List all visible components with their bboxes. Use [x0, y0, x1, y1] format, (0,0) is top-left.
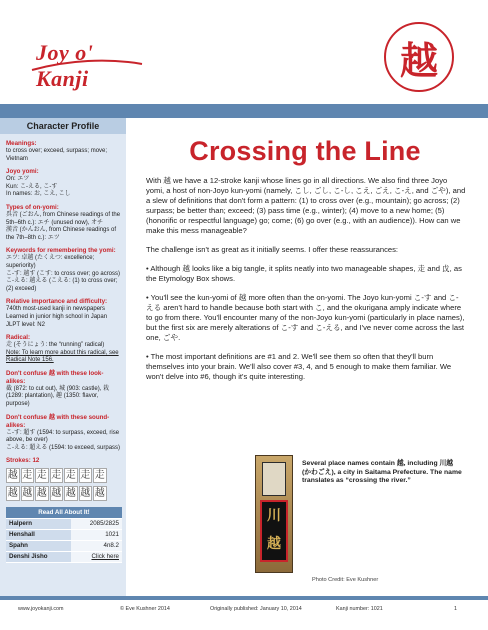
- sound-alike-1: こ-す: 超す (1594: to surpass, exceed, rise above, be over): [6, 429, 120, 444]
- footer-copyright: © Eve Kushner 2014: [120, 606, 170, 612]
- logo-swoosh-icon: [28, 56, 146, 76]
- stroke-step: 越: [65, 488, 76, 500]
- stroke-step: 走: [65, 470, 76, 482]
- paragraph: With 越 we have a 12-stroke kanji whose lines go in all directions. We also find three Joyo yomi, a host of non-Joyo kun-yomi (namely, こし, ごし, こ-し, こえ, ごえ, こ-え, and ごや), and a slew of definitions that don't form a pattern: (1) to cross over (e.g., mountain); go across; (2) surpass; be better than; exceed; (3) pass time (e.g., winter); (4) move to a new home; (5) (honorific or respectful language) go; come; (6) go over (e.g., with an audience)). How can we make this mess manageable?: [146, 176, 466, 235]
- footer: [0, 596, 488, 630]
- photo-sign: [260, 500, 288, 562]
- ref-value: 1021: [71, 529, 122, 540]
- keywords-heading: Keywords for remembering the yomi:: [6, 247, 116, 255]
- table-row: [6, 540, 122, 551]
- kanji-badge: [384, 22, 454, 92]
- stroke-step: 越: [7, 488, 18, 500]
- photo-caption: Several place names contain 越, including 川越 (かわごえ), a city in Saitama Prefecture. The name translates as “crossing the river.”: [302, 460, 462, 485]
- place-name-photo: [255, 455, 293, 573]
- radical-heading: Radical:: [6, 334, 31, 342]
- header-rule: [0, 104, 488, 118]
- goon-reading: 呉音 (ごおん, from Chinese readings of the 5th–6th c.): エチ (unused now), オチ: [6, 211, 121, 226]
- stroke-step: 越: [7, 470, 18, 482]
- importance-heading: Relative importance and difficulty:: [6, 298, 108, 306]
- keyword-1: エツ: 卓越 (たくえつ: excellence; superiority): [6, 255, 95, 269]
- photo-sign-text: 川越: [267, 508, 281, 552]
- meanings-text: to cross over; exceed, surpass; move; Vietnam: [6, 148, 108, 162]
- sound-alike-2: こ-える: 超える (1594: to exceed, surpass): [6, 444, 121, 451]
- kanon-reading: 漢音 (かんおん, from Chinese readings of the 7th–8th c.): エツ: [6, 227, 117, 241]
- stroke-order-row-1: [6, 468, 122, 483]
- table-row: [6, 551, 122, 562]
- table-row: [6, 529, 122, 540]
- stroke-step: 走: [80, 470, 91, 482]
- radical-text: 走 (そうにょう: the “running” radical): [6, 342, 105, 349]
- frequency-rank: 740th most-used kanji in newspapers: [6, 306, 106, 313]
- ref-value: 2085/2825: [71, 518, 122, 529]
- footer-published: Originally published: January 10, 2014: [210, 606, 302, 612]
- on-yomi: On: エツ: [6, 176, 30, 183]
- radical-note-link[interactable]: Note: To learn more about this radical, see Radical Note 156.: [6, 349, 119, 364]
- photo-credit: Photo Credit: Eve Kushner: [312, 577, 379, 583]
- stroke-step: 越: [22, 488, 33, 500]
- kun-yomi: Kun: こ-える, こ-す: [6, 183, 58, 190]
- paragraph: • The most important definitions are #1 and 2. We'll see them so often that they'll burn themselves into your brain. We'll also cover #3, 4, and 5 enough to make them familiar. We won't delve into #6, though it's quite interesting.: [146, 352, 452, 381]
- stroke-step: 走: [51, 470, 62, 482]
- school-level: Learned in junior high school in Japan: [6, 313, 108, 320]
- stroke-step: 越: [51, 488, 62, 500]
- footer-kanji-number: Kanji number: 1021: [336, 606, 383, 612]
- stroke-step: 越: [94, 488, 105, 500]
- article-body: [146, 176, 466, 391]
- reference-table: [6, 507, 122, 563]
- read-all-heading: Read All About It!: [6, 507, 122, 518]
- paragraph: • Although 越 looks like a big tangle, it splits neatly into two manageable shapes, 走 and 戉, as the Etymology Box shows.: [146, 264, 462, 283]
- ref-name: Henshall: [6, 529, 71, 540]
- stroke-step: 走: [36, 470, 47, 482]
- jlpt-level: JLPT level: N2: [6, 321, 45, 328]
- stroke-step: 走: [94, 470, 105, 482]
- strokes-heading: Strokes: 12: [6, 457, 40, 465]
- footer-rule: [0, 596, 488, 600]
- photo-plaque: [262, 462, 286, 496]
- kanji-badge-glyph: 越: [399, 37, 438, 83]
- stroke-order-row-2: [6, 486, 122, 501]
- denshi-jisho-link[interactable]: Click here: [71, 551, 122, 562]
- ref-value: 4n8.2: [71, 540, 122, 551]
- stroke-step: 越: [80, 488, 91, 500]
- name-readings: In names: お, こえ, こし: [6, 191, 71, 198]
- ref-name: Spahn: [6, 540, 71, 551]
- logo-text: Joy o' Kanji: [36, 40, 94, 91]
- joy-o-kanji-logo: [28, 26, 148, 91]
- joyo-yomi-heading: Joyo yomi:: [6, 168, 39, 176]
- on-yomi-types-heading: Types of on-yomi:: [6, 203, 59, 211]
- page-title: Crossing the Line: [189, 136, 421, 166]
- sound-alikes-heading: Don't confuse 越 with these sound-alikes:: [6, 413, 110, 429]
- look-alikes-text: 截 (872: to cut out), 城 (903: castle), 栽 (1289: plantation), 趣 (1350: flavor, purpose): [6, 385, 110, 408]
- paragraph: The challenge isn't as great as it initially seems. I offer these reassurances:: [146, 245, 399, 254]
- stroke-step: 走: [22, 470, 33, 482]
- stroke-step: 越: [36, 488, 47, 500]
- table-row: [6, 518, 122, 529]
- character-profile-heading: Character Profile: [0, 118, 126, 134]
- meanings-heading: Meanings:: [6, 140, 37, 147]
- footer-page-number: 1: [454, 606, 457, 612]
- paragraph: • You'll see the kun-yomi of 越 more often than the on-yomi. The Joyo kun-yomi こ-す and こ-える aren't hard to handle because both start with こ, and the okurigana amply indicate where to go from there. You'll encounter many of the non-Joyo kun-yomi (particularly in place names), but the first six are merely alterations of こ-す and こ-える, and I've never come across the last one, ごや.: [146, 293, 465, 342]
- look-alikes-heading: Don't confuse 越 with these look-alikes:: [6, 369, 104, 385]
- keyword-2: こ-す: 越す (こす: to cross over; go across): [6, 270, 121, 277]
- ref-name: Denshi Jisho: [6, 551, 71, 562]
- character-profile-sidebar: [0, 118, 126, 596]
- ref-name: Halpern: [6, 518, 71, 529]
- footer-site-link[interactable]: www.joyokanji.com: [18, 606, 64, 612]
- keyword-3: こ-える: 越える (こえる: (1) to cross over; (2) exceed): [6, 278, 118, 292]
